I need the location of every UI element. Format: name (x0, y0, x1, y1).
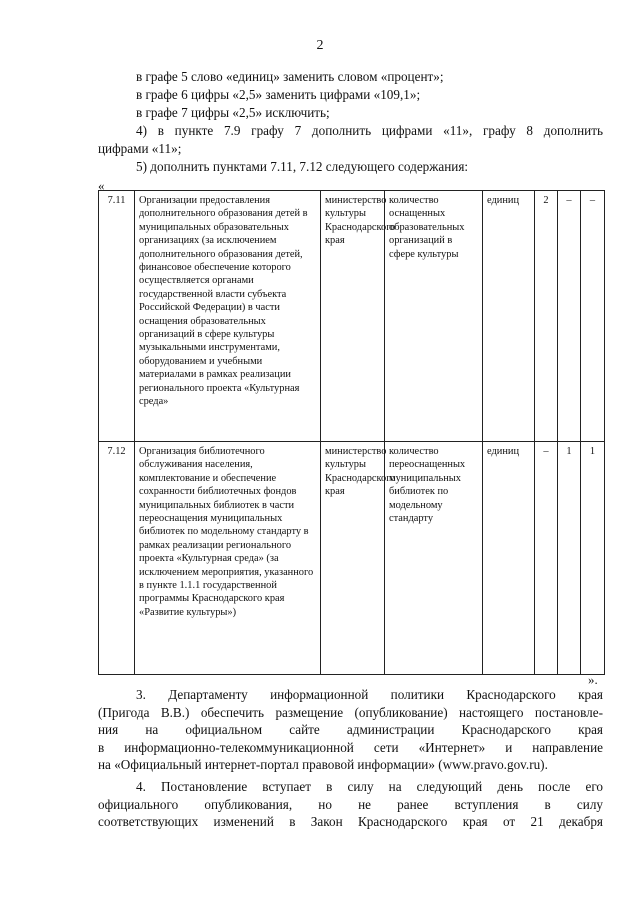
row-description: Организация библиотечного обслуживания населения, комплектование и обеспечение сохранности библиотечных фондов муниципальных библиотек в части переоснащения муниципальных библиотек по модельному стандарту в рамках реализации регионального проекта «Культурная среда» (за исключением мероприятия, указанного в пункте 1.1.1 государственной программы Краснодарского края «Развитие культуры») (135, 442, 321, 675)
paragraph-line: ния на официальном сайте администрации Краснодарского края (98, 722, 603, 738)
row-value: 2 (535, 191, 558, 442)
row-indicator: количество оснащенных образовательных организаций в сфере культуры (385, 191, 483, 442)
paragraph-line: на «Официальный интернет-портал правовой информации» (www.pravo.gov.ru). (98, 757, 548, 773)
row-number: 7.12 (99, 442, 135, 675)
closing-quote: ». (588, 672, 598, 687)
intro-line: 5) дополнить пунктами 7.11, 7.12 следующего содержания: (136, 159, 469, 174)
row-value: 1 (558, 442, 581, 675)
intro-line: в графе 7 цифры «2,5» исключить; (136, 105, 330, 120)
opening-quote: « (98, 178, 105, 193)
paragraph-line: (Пригода В.В.) обеспечить размещение (опубликование) настоящего постановле- (98, 704, 603, 720)
row-unit: единиц (483, 442, 535, 675)
paragraph-line: 3. Департаменту информационной политики Краснодарского края (136, 687, 603, 702)
row-description: Организации предоставления дополнительного образования детей в муниципальных образовательных организациях (за исключением дополнительного образования детей, финансовое обеспечение которого осуществляется органами государственной власти субъекта Российской Федерации) в части оснащения образовательных организаций в сфере культуры музыкальными инструментами, оборудованием и учебными материалами в рамках реализации регионального проекта «Культурная среда» (135, 191, 321, 442)
row-value: – (581, 191, 605, 442)
row-ministry: министерство культуры Краснодарского края (321, 191, 385, 442)
row-number: 7.11 (99, 191, 135, 442)
paragraph-line: 4. Постановление вступает в силу на следующий день после его (136, 778, 603, 794)
paragraph-4 (98, 778, 603, 831)
amendment-table (98, 190, 605, 675)
intro-line: 4) в пункте 7.9 графу 7 дополнить цифрами «11», графу 8 дополнить (136, 123, 603, 138)
document-body (98, 686, 603, 835)
intro-line: цифрами «11»; (98, 141, 182, 156)
row-value: – (558, 191, 581, 442)
row-value: – (535, 442, 558, 675)
row-ministry: министерство культуры Краснодарского края (321, 442, 385, 675)
row-unit: единиц (483, 191, 535, 442)
row-value: 1 (581, 442, 605, 675)
row-indicator: количество переоснащенных муниципальных библиотек по модельному стандарту (385, 442, 483, 675)
paragraph-line: соответствующих изменений в Закон Краснодарского края от 21 декабря (98, 814, 603, 830)
paragraph-line: официального опубликования, но не ранее вступления в силу (98, 796, 603, 812)
intro-line: в графе 5 слово «единиц» заменить словом «процент»; (136, 69, 444, 84)
page-number: 2 (316, 38, 324, 53)
amendment-intro (98, 68, 603, 176)
paragraph-line: в информационно-телекоммуникационной сети «Интернет» и направление (98, 739, 603, 755)
table-row (99, 191, 605, 442)
paragraph-3 (98, 686, 603, 774)
table-row (99, 442, 605, 675)
intro-line: в графе 6 цифры «2,5» заменить цифрами «109,1»; (136, 87, 421, 102)
